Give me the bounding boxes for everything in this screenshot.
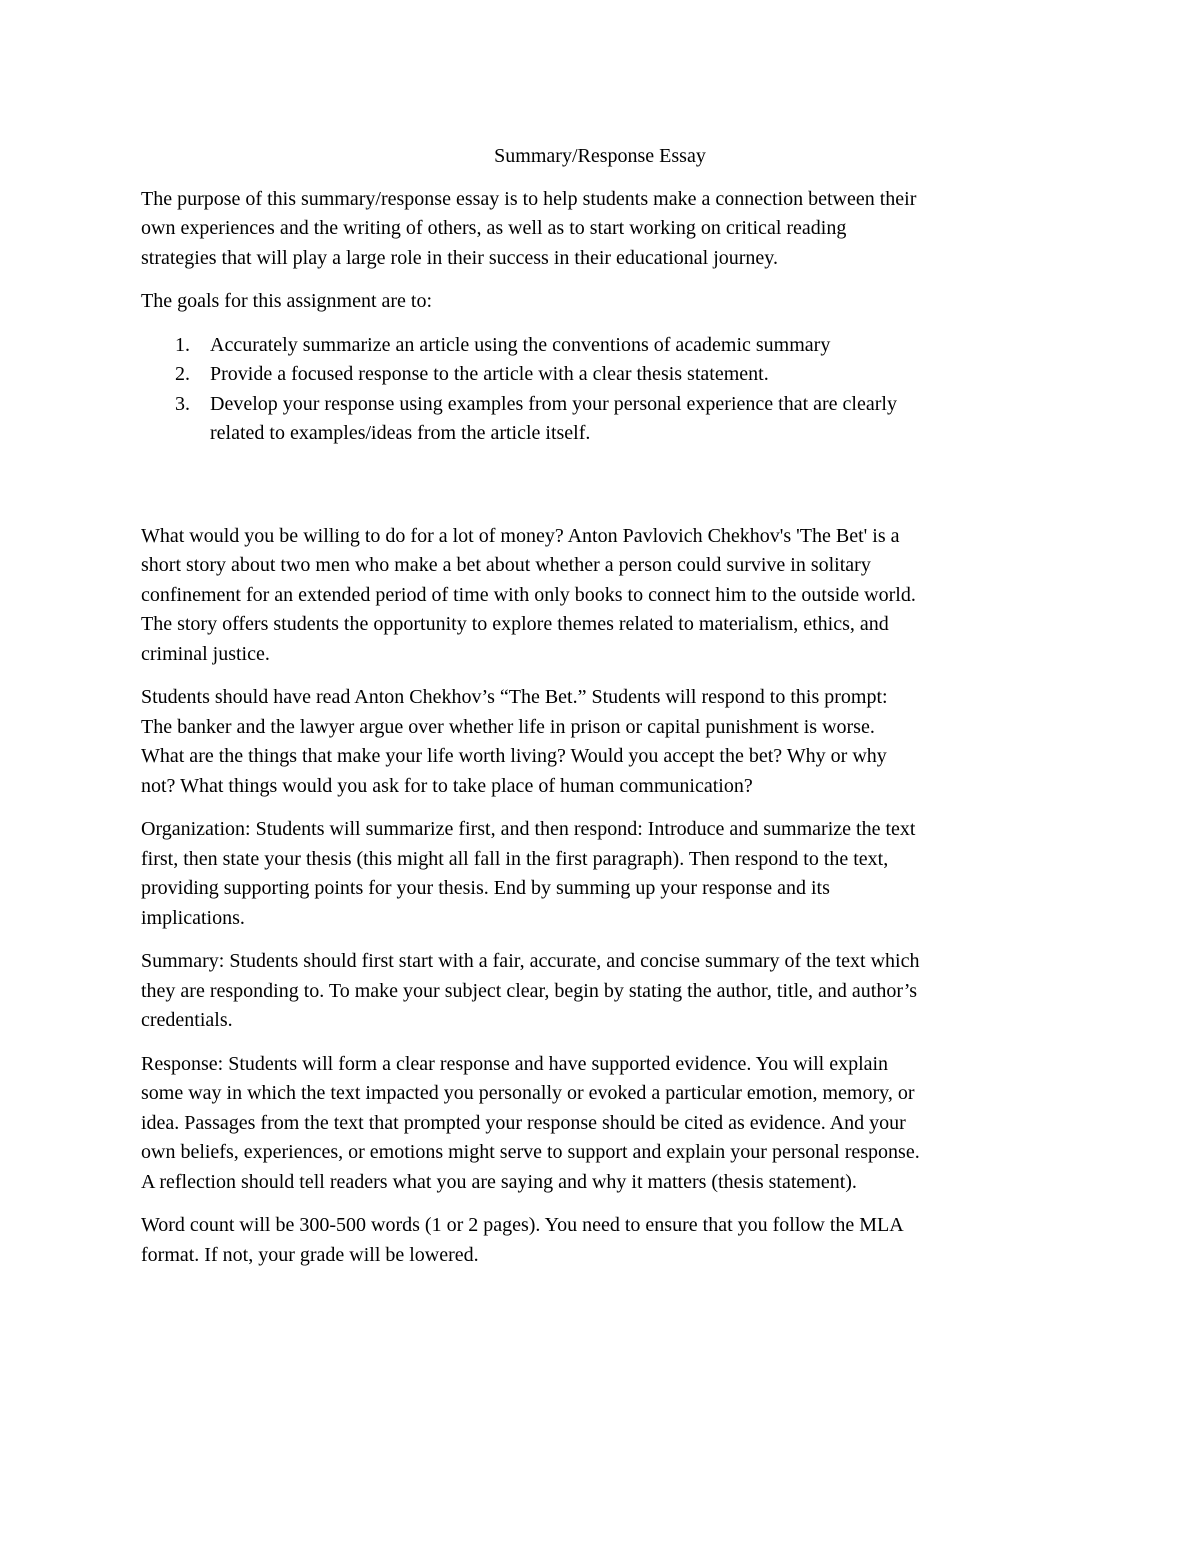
word-count-line: Word count will be 300-500 words (1 or 2 pages). You need to ensure that you follow the MLA [141,1214,904,1236]
section-spacer [141,449,1059,522]
goal-text: Provide a focused response to the article with a clear thesis statement. [210,363,769,385]
goal-text: related to examples/ideas from the article itself. [210,422,591,444]
goal-item [141,360,1059,390]
goal-text: Develop your response using examples from your personal experience that are clearly [210,392,897,415]
response-line: own beliefs, experiences, or emotions might serve to support and explain your personal response. [141,1141,920,1163]
response-line: some way in which the text impacted you personally or evoked a particular emotion, memory, or [141,1082,915,1104]
goal-number: 2. [175,363,190,385]
document-body [141,142,1059,1284]
goal-number: 3. [175,392,190,415]
organization-line: first, then state your thesis (this might all fall in the first paragraph). Then respond to the text, [141,847,889,870]
prompt-line: Students should have read Anton Chekhov’s “The Bet.” Students will respond to this prompt: [141,686,888,708]
organization-paragraph [141,815,1059,933]
goal-text: Accurately summarize an article using the conventions of academic summary [210,333,831,356]
summary-line: credentials. [141,1009,233,1031]
story-line: criminal justice. [141,642,270,665]
organization-line: Organization: Students will summarize first, and then respond: Introduce and summarize the text [141,818,916,840]
intro-line: own experiences and the writing of others, as well as to start working on critical reading [141,217,847,239]
response-line: Response: Students will form a clear response and have supported evidence. You will explain [141,1052,889,1075]
word-count-paragraph [141,1211,1059,1270]
intro-paragraph [141,185,1059,274]
prompt-line: What are the things that make your life worth living? Would you accept the bet? Why or why [141,745,887,767]
response-line: A reflection should tell readers what you are saying and why it matters (thesis statement). [141,1170,857,1193]
summary-line: they are responding to. To make your subject clear, begin by stating the author, title, and author’s [141,979,918,1002]
story-line: What would you be willing to do for a lot of money? Anton Pavlovich Chekhov's 'The Bet' is a [141,524,900,547]
goal-item [141,331,1059,361]
story-line: confinement for an extended period of time with only books to connect him to the outside world. [141,583,916,606]
goals-list [141,331,1059,449]
story-line: short story about two men who make a bet about whether a person could survive in solitary [141,554,871,576]
organization-line: implications. [141,906,245,929]
goal-item [141,390,1059,449]
organization-line: providing supporting points for your thesis. End by summing up your response and its [141,877,830,899]
word-count-line: format. If not, your grade will be lowered. [141,1243,479,1266]
response-line: idea. Passages from the text that prompted your response should be cited as evidence. And your [141,1111,906,1134]
story-line: The story offers students the opportunity to explore themes related to materialism, ethics, and [141,613,889,635]
document-title: Summary/Response Essay [494,145,706,167]
intro-line: The purpose of this summary/response essay is to help students make a connection between their [141,187,917,210]
response-paragraph [141,1050,1059,1198]
goals-heading: The goals for this assignment are to: [141,290,433,312]
prompt-paragraph [141,683,1059,801]
prompt-line: The banker and the lawyer argue over whether life in prison or capital punishment is worse. [141,715,875,738]
intro-line: strategies that will play a large role in their success in their educational journey. [141,246,779,269]
summary-line: Summary: Students should first start with a fair, accurate, and concise summary of the text which [141,950,920,972]
prompt-line: not? What things would you ask for to take place of human communication? [141,774,753,797]
goal-number: 1. [175,333,190,356]
summary-paragraph [141,947,1059,1036]
story-intro-paragraph [141,522,1059,670]
